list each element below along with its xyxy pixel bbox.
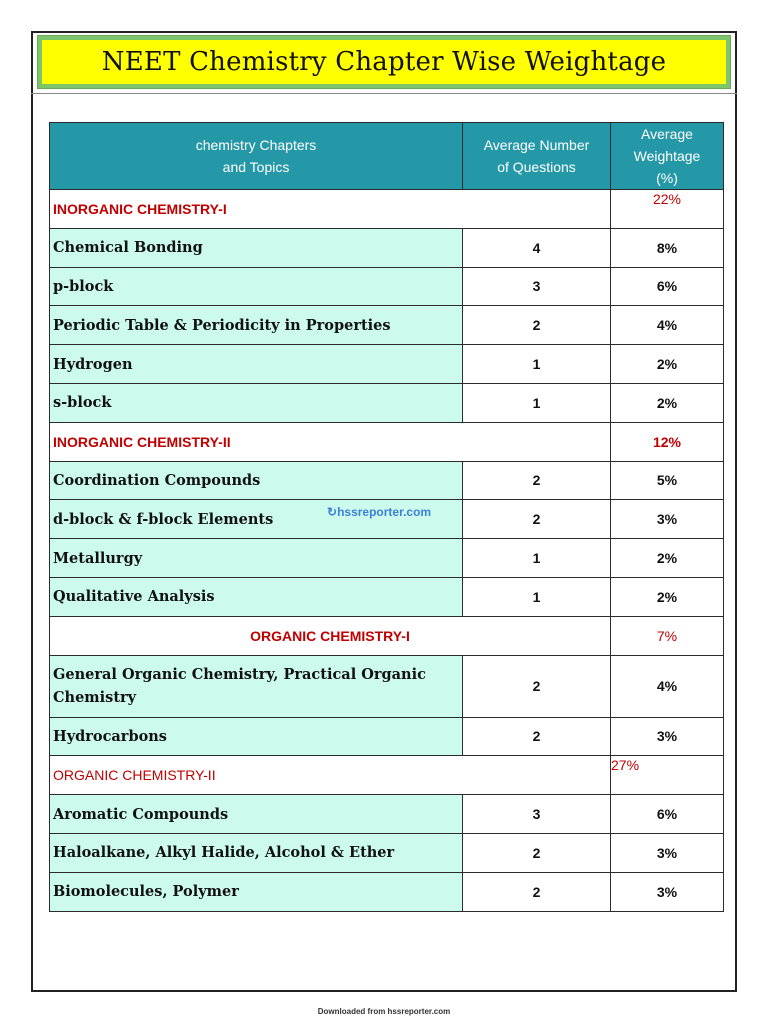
section-weightage: 27% <box>611 756 724 795</box>
chapter-name: Biomolecules, Polymer <box>50 872 463 911</box>
chapter-weightage: 3% <box>611 717 724 756</box>
header-chapters-line1: chemistry Chapters <box>195 137 317 153</box>
chapter-name: Coordination Compounds <box>50 461 463 500</box>
section-name: INORGANIC CHEMISTRY-I <box>50 190 611 229</box>
question-count: 1 <box>463 539 611 578</box>
question-count: 3 <box>463 795 611 834</box>
chapter-weightage: 2% <box>611 539 724 578</box>
section-name: ORGANIC CHEMISTRY-I <box>50 616 611 655</box>
chapter-weightage: 3% <box>611 872 724 911</box>
question-count: 4 <box>463 228 611 267</box>
chapter-weightage: 4% <box>611 306 724 345</box>
watermark-logo-icon: ↻ <box>327 505 338 519</box>
question-count: 2 <box>463 655 611 717</box>
table-row <box>50 267 724 306</box>
header-weightage <box>611 123 724 190</box>
header-chapters-line2: and Topics <box>222 159 290 175</box>
chapter-name: Metallurgy <box>50 539 463 578</box>
question-count: 1 <box>463 577 611 616</box>
section-weightage: 12% <box>611 422 724 461</box>
section-row <box>50 756 724 795</box>
table-row <box>50 655 724 717</box>
table-header-row <box>50 123 724 190</box>
question-count: 3 <box>463 267 611 306</box>
table-row <box>50 717 724 756</box>
chapter-name: Qualitative Analysis <box>50 577 463 616</box>
chapter-name: Periodic Table & Periodicity in Properties <box>50 306 463 345</box>
section-row <box>50 616 724 655</box>
question-count: 2 <box>463 717 611 756</box>
chapter-name: Haloalkane, Alkyl Halide, Alcohol & Ether <box>50 833 463 872</box>
question-count: 1 <box>463 383 611 422</box>
chapter-weightage: 2% <box>611 345 724 384</box>
question-count: 2 <box>463 500 611 539</box>
chapter-weightage: 2% <box>611 577 724 616</box>
footer-note: Downloaded from hssreporter.com <box>317 1007 451 1016</box>
table-row <box>50 833 724 872</box>
section-weightage: 7% <box>611 616 724 655</box>
section-name: ORGANIC CHEMISTRY-II <box>50 756 611 795</box>
section-weightage: 22% <box>611 190 724 229</box>
question-count: 2 <box>463 833 611 872</box>
title-divider <box>31 93 737 94</box>
chapter-weightage: 6% <box>611 267 724 306</box>
chapter-weightage: 8% <box>611 228 724 267</box>
question-count: 2 <box>463 306 611 345</box>
header-questions <box>463 123 611 190</box>
table-row <box>50 539 724 578</box>
page-title: NEET Chemistry Chapter Wise Weightage <box>101 47 667 77</box>
header-weightage-line1: Average <box>641 126 693 142</box>
chapter-name: Hydrogen <box>50 345 463 384</box>
header-questions-line1: Average Number <box>483 137 590 153</box>
chapter-weightage: 4% <box>611 655 724 717</box>
watermark-text: hssreporter.com <box>337 505 432 519</box>
table-row <box>50 345 724 384</box>
chapter-name: Hydrocarbons <box>50 717 463 756</box>
header-chapters <box>50 123 463 190</box>
table-row <box>50 795 724 834</box>
section-row <box>50 422 724 461</box>
chapter-name: s-block <box>50 383 463 422</box>
table-row <box>50 383 724 422</box>
table-row <box>50 461 724 500</box>
watermark <box>327 505 431 519</box>
question-count: 2 <box>463 461 611 500</box>
header-weightage-line3: (%) <box>656 170 678 186</box>
chapter-weightage: 3% <box>611 500 724 539</box>
title-banner <box>42 40 726 84</box>
chapter-weightage: 2% <box>611 383 724 422</box>
chapter-weightage: 6% <box>611 795 724 834</box>
header-questions-line2: of Questions <box>497 159 576 175</box>
chapter-name: Chemical Bonding <box>50 228 463 267</box>
table-row <box>50 872 724 911</box>
table-row <box>50 306 724 345</box>
section-name: INORGANIC CHEMISTRY-II <box>50 422 611 461</box>
table-row <box>50 228 724 267</box>
section-row <box>50 190 724 229</box>
question-count: 2 <box>463 872 611 911</box>
chapter-name: General Organic Chemistry, Practical Organic Chemistry <box>50 655 463 717</box>
chapter-name: d-block & f-block Elements <box>50 500 463 539</box>
chapter-weightage: 3% <box>611 833 724 872</box>
chapter-name: p-block <box>50 267 463 306</box>
question-count: 1 <box>463 345 611 384</box>
header-weightage-line2: Weightage <box>633 148 701 164</box>
chapter-weightage: 5% <box>611 461 724 500</box>
chapter-name: Aromatic Compounds <box>50 795 463 834</box>
table-row <box>50 577 724 616</box>
